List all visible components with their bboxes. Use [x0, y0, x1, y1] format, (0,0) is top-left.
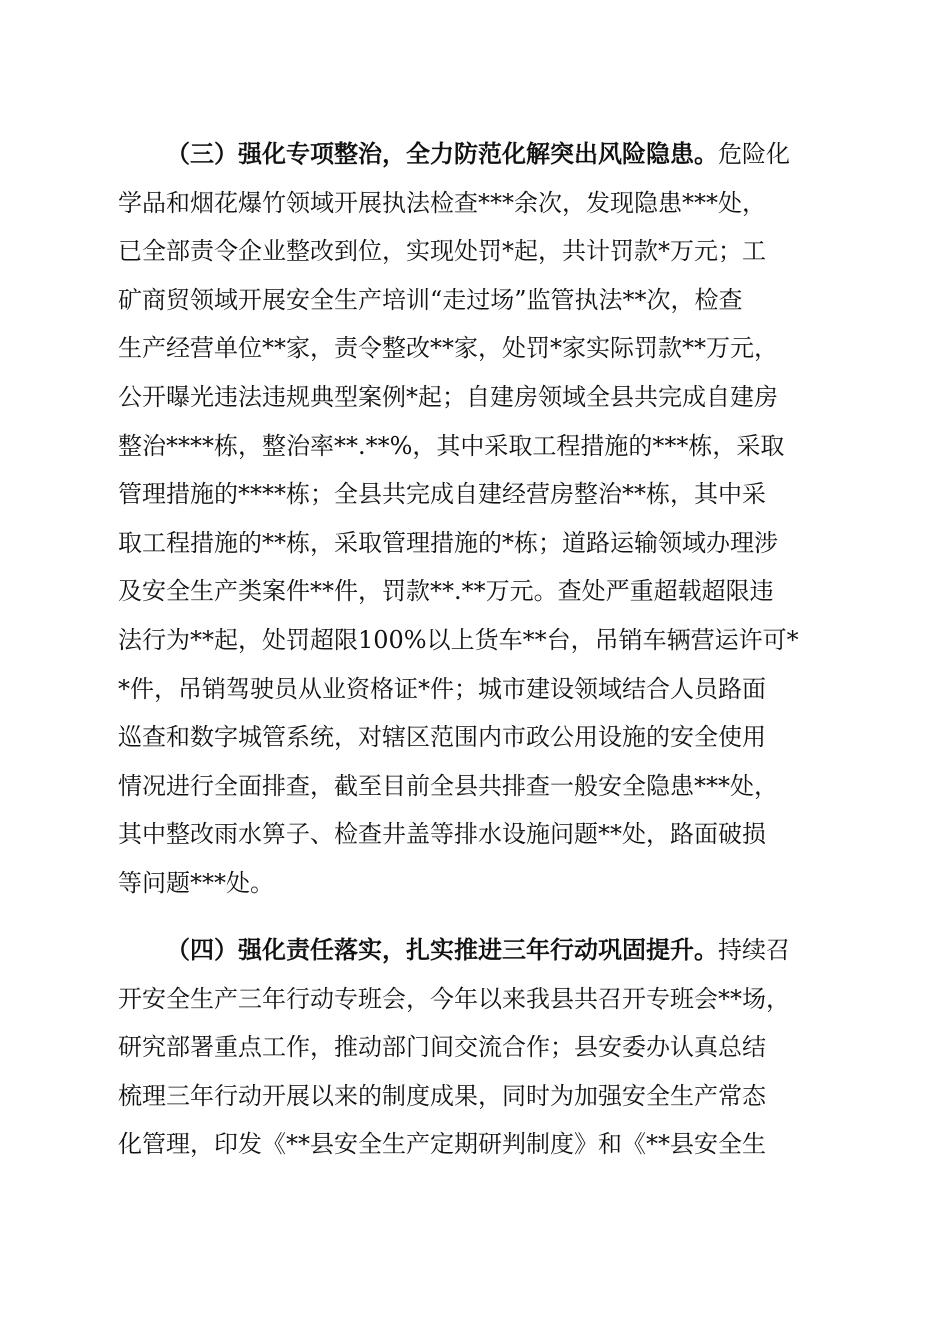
body-line: 等问题***处。 [118, 868, 274, 897]
body-line: 生产经营单位**家，责令整改**家，处罚*家实际罚款**万元， [118, 334, 778, 363]
body-line: 矿商贸领域开展安全生产培训“走过场”监管执法**次，检查 [118, 285, 743, 314]
body-line: 法行为**起，处罚超限100%以上货车**台，吊销车辆营运许可* [118, 625, 799, 654]
body-line: 及安全生产类案件**件，罚款**.**万元。查处严重超载超限违 [118, 577, 774, 606]
paragraph-first-line [118, 130, 834, 179]
body-line: 取工程措施的**栋，采取管理措施的*栋；道路运输领域办理涉 [118, 528, 778, 557]
body-line: 管理措施的****栋；全县共完成自建经营房整治**栋，其中采 [118, 480, 766, 509]
body-line: 巡查和数字城管系统，对辖区范围内市政公用设施的安全使用 [118, 723, 766, 752]
body-line: 整治****栋，整治率**.**%，其中采取工程措施的***栋，采取 [118, 431, 785, 460]
body-text: 持续召 [718, 936, 790, 964]
section-3-paragraph [118, 130, 834, 908]
section-3-heading: （三）强化专项整治，全力防范化解突出风险隐患。 [166, 140, 718, 168]
body-line: 梳理三年行动开展以来的制度成果，同时为加强安全生产常态 [118, 1081, 766, 1110]
section-4-paragraph [118, 926, 834, 1169]
body-line: *件，吊销驾驶员从业资格证*件；城市建设领域结合人员路面 [118, 674, 766, 703]
body-line: 公开曝光违法违规典型案例*起；自建房领域全县共完成自建房 [118, 382, 778, 411]
paragraph-first-line [118, 926, 834, 975]
body-line: 情况进行全面排查，截至目前全县共排查一般安全隐患***处， [118, 771, 778, 800]
body-line: 开安全生产三年行动专班会，今年以来我县共召开专班会**场， [118, 984, 790, 1013]
section-4-heading: （四）强化责任落实，扎实推进三年行动巩固提升。 [166, 936, 718, 964]
body-line: 学品和烟花爆竹领域开展执法检查***余次，发现隐患***处， [118, 188, 766, 217]
body-text: 危险化 [718, 140, 790, 168]
body-line: 化管理，印发《**县安全生产定期研判制度》和《**县安全生 [118, 1130, 766, 1159]
body-line: 研究部署重点工作，推动部门间交流合作；县安委办认真总结 [118, 1033, 766, 1062]
body-line: 其中整改雨水箅子、检查井盖等排水设施问题**处，路面破损 [118, 820, 766, 849]
body-line: 已全部责令企业整改到位，实现处罚*起，共计罚款*万元；工 [118, 237, 766, 266]
